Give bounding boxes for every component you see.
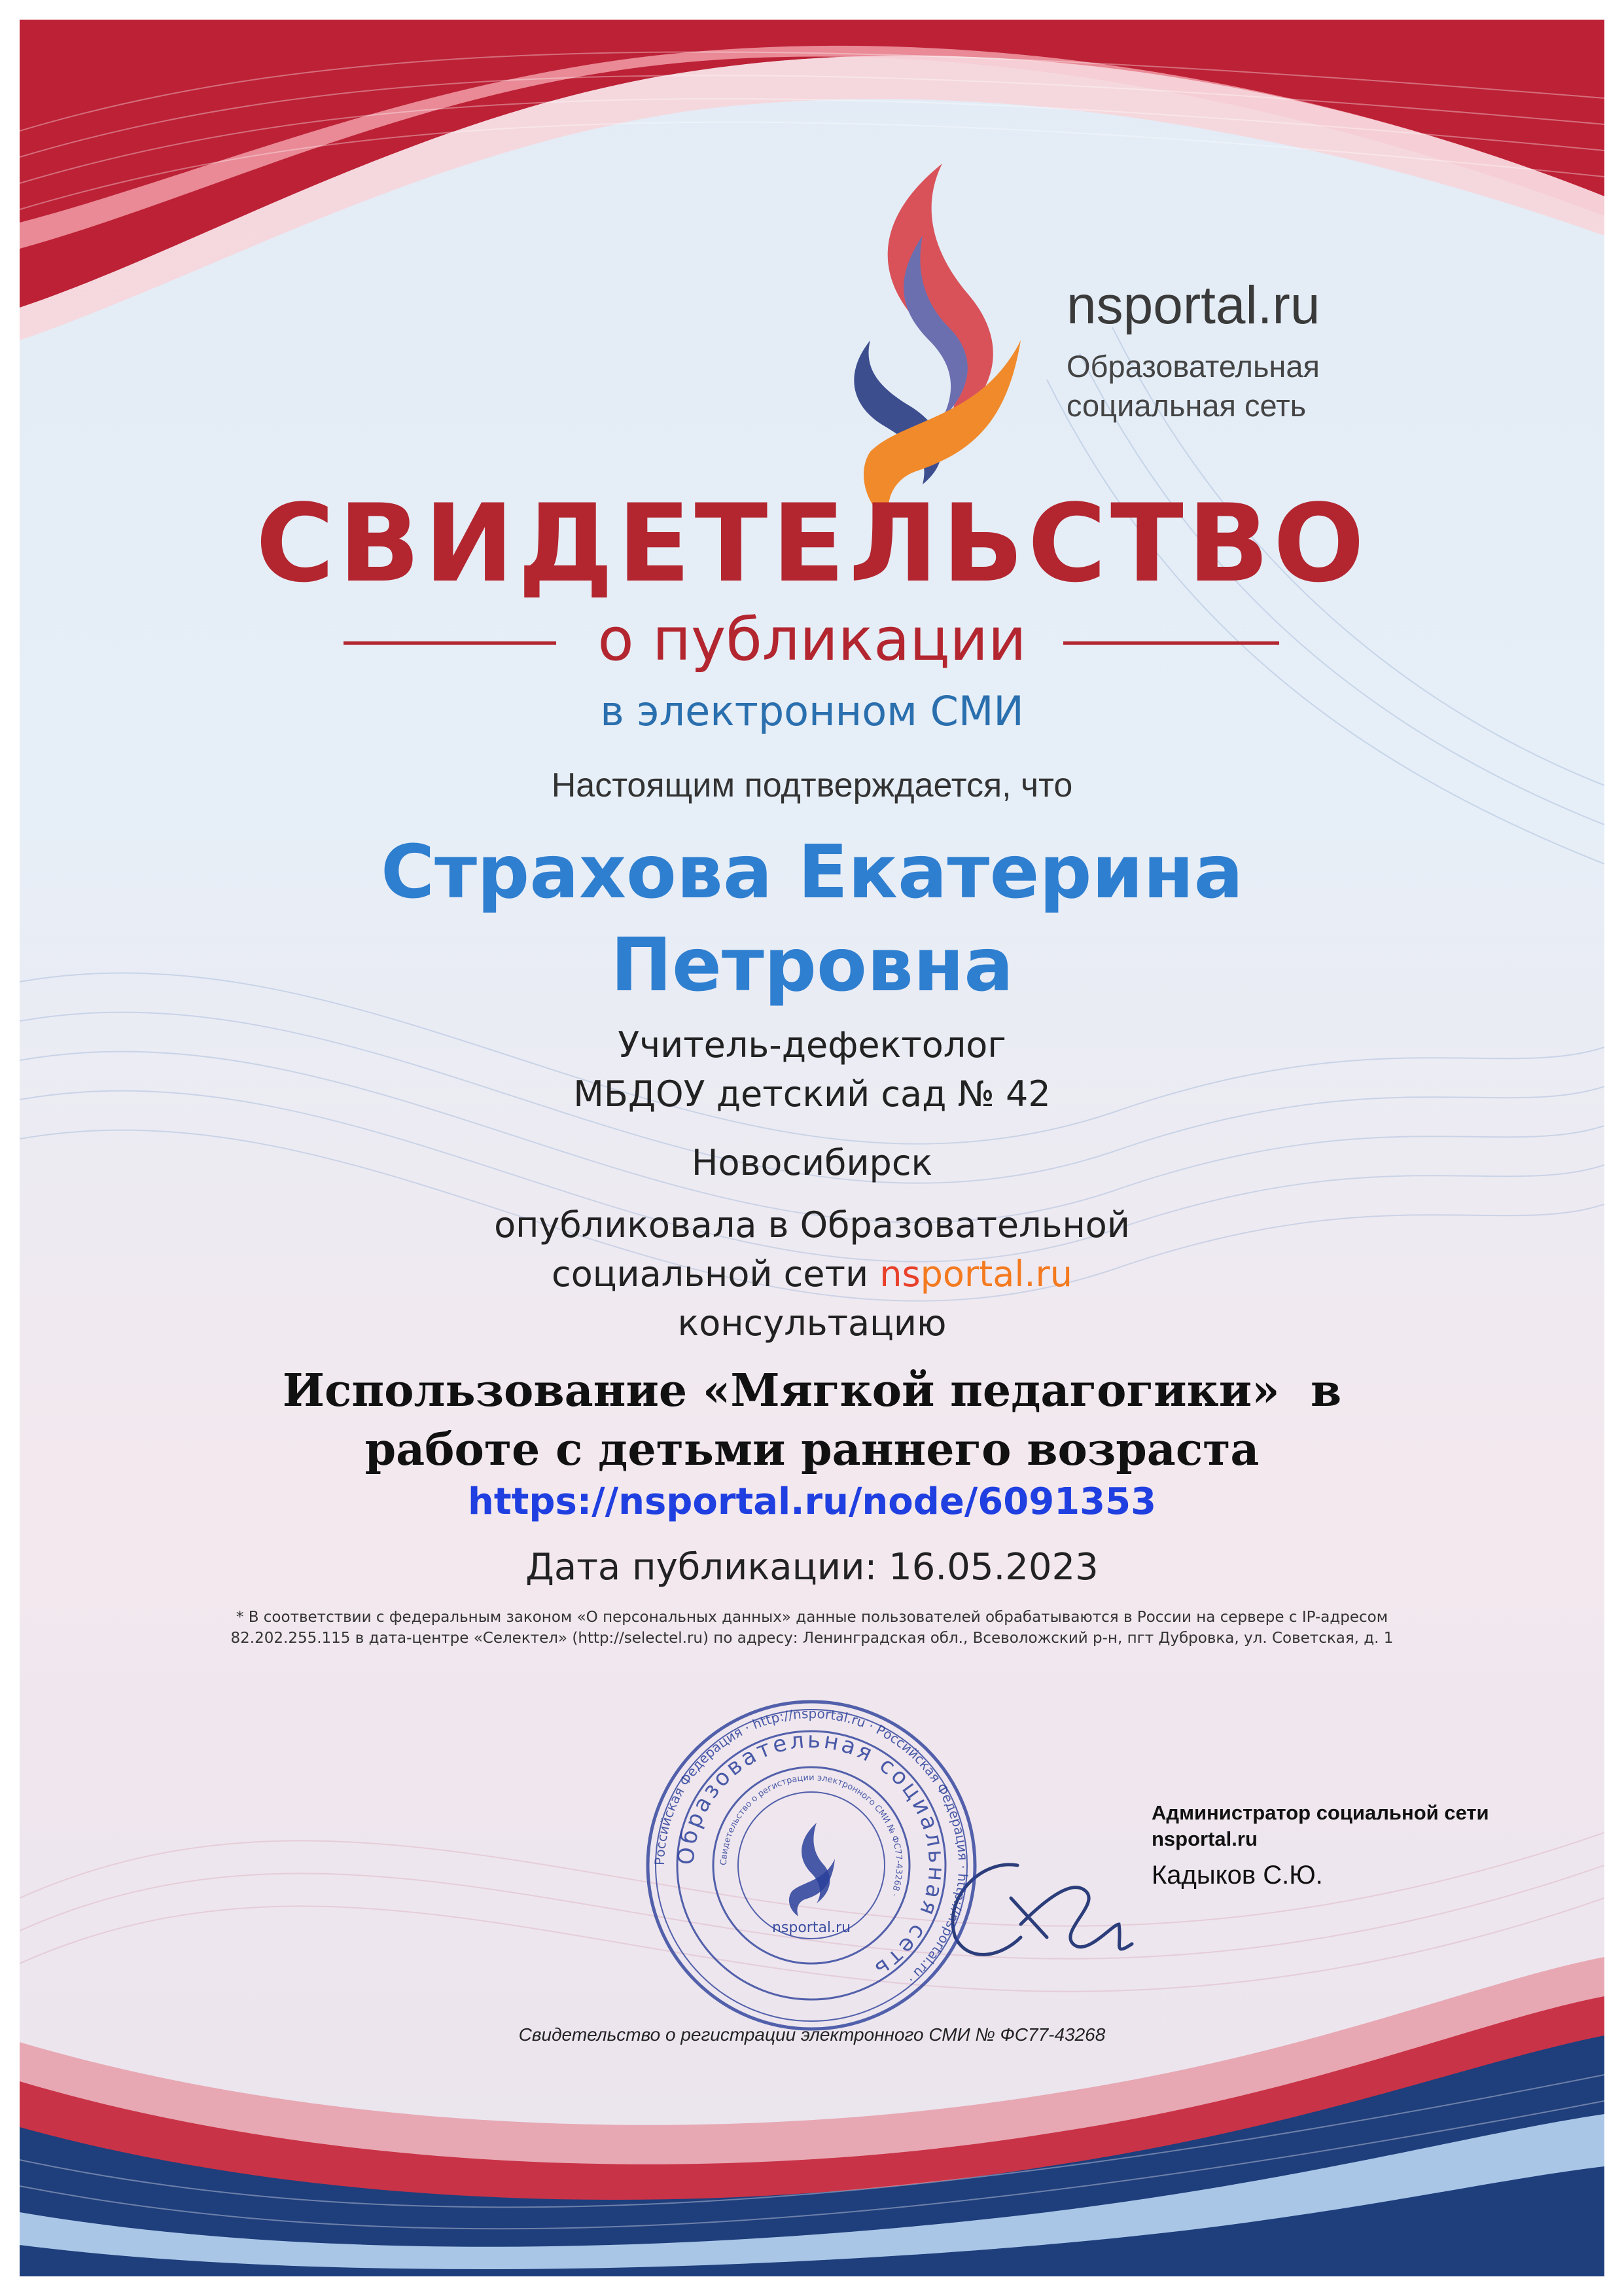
person-name-line1: Страхова Екатерина [380,830,1244,915]
publication-link[interactable]: https://nsportal.ru/node/6091353 [467,1480,1157,1523]
footnote-line1: * В соответствии с федеральным законом «О персональных данных» данные пользователей обрабатываются в России на сервере с IP-адресом [236,1609,1388,1626]
site-name-portal: portal.ru [920,1253,1072,1295]
stamp-inner-text: Свидетельство о регистрации электронного СМИ № ФС77-43268 · [718,1772,904,1898]
publication-date: Дата публикации: 16.05.2023 [525,1546,1099,1588]
person-organization: МБДОУ детский сад № 42 [573,1073,1051,1115]
certificate-subtitle: о публикации [597,605,1027,674]
brand-subtitle-line2: социальная сеть [1067,388,1307,423]
brand-subtitle-line1: Образовательная [1067,349,1320,384]
stamp-outer-text: Российская Федерация · http://nsportal.ru · Российская Федерация · http://nsportal.ru · [651,1705,972,1988]
admin-title: Администратор социальной сети nsportal.ru [1152,1801,1489,1850]
certificate-title: СВИДЕТЕЛЬСТВО [255,481,1369,606]
person-position: Учитель-дефектолог [618,1024,1006,1066]
confirm-text: Настоящим подтверждается, что [551,766,1073,804]
admin-name: Кадыков С.Ю. [1152,1861,1323,1890]
person-name-line2: Петровна [610,923,1014,1008]
official-stamp [641,1695,981,2036]
site-name-ns: ns [879,1253,921,1295]
brand-name: nsportal.ru [1067,276,1320,335]
work-title-line1: Использование «Мягкой педагогики» в [282,1365,1342,1417]
person-city: Новосибирск [691,1142,933,1183]
publication-type: консультацию [677,1302,947,1344]
stamp-middle-text: Образовательная социальная сеть [673,1727,950,1984]
stamp-logo-icon [789,1823,835,1916]
published-line1: опубликовала в Образовательной [494,1204,1130,1246]
work-title-line2: работе с детьми раннего возраста [364,1424,1260,1476]
published-line2-prefix: социальной сети [552,1253,880,1295]
footnote-line2: 82.202.255.115 в дата-центре «Селектел» (http://selectel.ru) по адресу: Ленинградская обл., Всеволожский р-н, пгт Дубровка, ул. Советская, д. 1 [230,1630,1394,1647]
certificate-subtitle-media: в электронном СМИ [600,687,1024,735]
published-line2 [0,1253,1624,1295]
title-rule-right [1063,641,1279,645]
registration-text: Свидетельство о регистрации электронного СМИ № ФС77-43268 [518,2024,1106,2045]
stamp-center-label: nsportal.ru [771,1920,851,1936]
